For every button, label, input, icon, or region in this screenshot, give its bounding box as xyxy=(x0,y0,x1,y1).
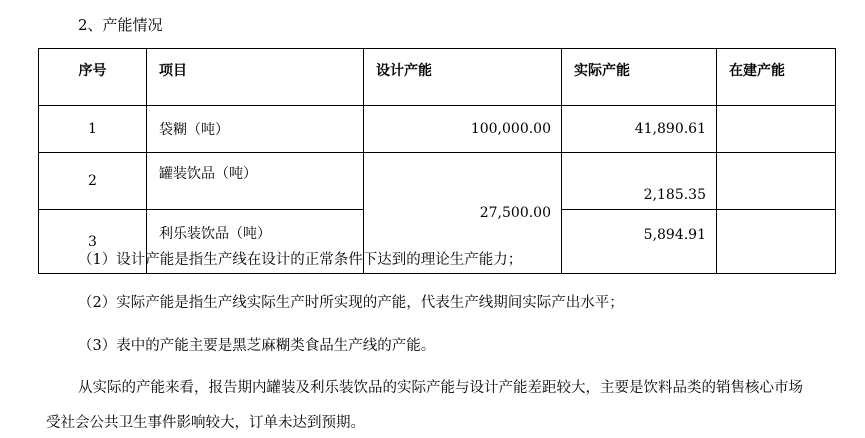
row-no: 2 xyxy=(39,153,147,210)
note-2: （2）实际产能是指生产线实际生产时所实现的产能，代表生产线期间实际产出水平； xyxy=(78,295,624,311)
row-item: 罐装饮品（吨） xyxy=(147,153,364,210)
note-1: （1）设计产能是指生产线在设计的正常条件下达到的理论生产能力； xyxy=(78,252,523,268)
paragraph-line-2: 受社会公共卫生事件影响较大，订单未达到预期。 xyxy=(46,415,365,431)
row-actual-capacity: 2,185.35 xyxy=(562,153,717,210)
table-row xyxy=(39,153,836,210)
row-item: 利乐装饮品（吨） xyxy=(147,210,364,274)
table-header-row xyxy=(39,49,836,106)
row-actual-capacity: 41,890.61 xyxy=(562,106,717,153)
row-no: 1 xyxy=(39,106,147,153)
header-no: 序号 xyxy=(39,49,147,106)
paragraph-line-1: 从实际的产能来看，报告期内罐装及利乐装饮品的实际产能与设计产能差距较大，主要是饮料品类的销售核心市场 xyxy=(78,380,803,396)
merged-design-capacity: 27,500.00 xyxy=(364,153,562,274)
row-actual-capacity: 5,894.91 xyxy=(562,210,717,274)
row-building-capacity xyxy=(717,106,836,153)
section-heading: 2、产能情况 xyxy=(78,16,163,34)
table-row xyxy=(39,106,836,153)
header-actual-capacity: 实际产能 xyxy=(562,49,717,106)
capacity-table xyxy=(38,48,836,274)
row-no: 3 xyxy=(39,210,147,274)
row-item: 袋糊（吨） xyxy=(147,106,364,153)
row-design-capacity: 100,000.00 xyxy=(364,106,562,153)
row-building-capacity xyxy=(717,153,836,210)
header-item: 项目 xyxy=(147,49,364,106)
row-building-capacity xyxy=(717,210,836,274)
note-3: （3）表中的产能主要是黑芝麻糊类食品生产线的产能。 xyxy=(78,338,436,354)
header-building-capacity: 在建产能 xyxy=(717,49,836,106)
header-design-capacity: 设计产能 xyxy=(364,49,562,106)
